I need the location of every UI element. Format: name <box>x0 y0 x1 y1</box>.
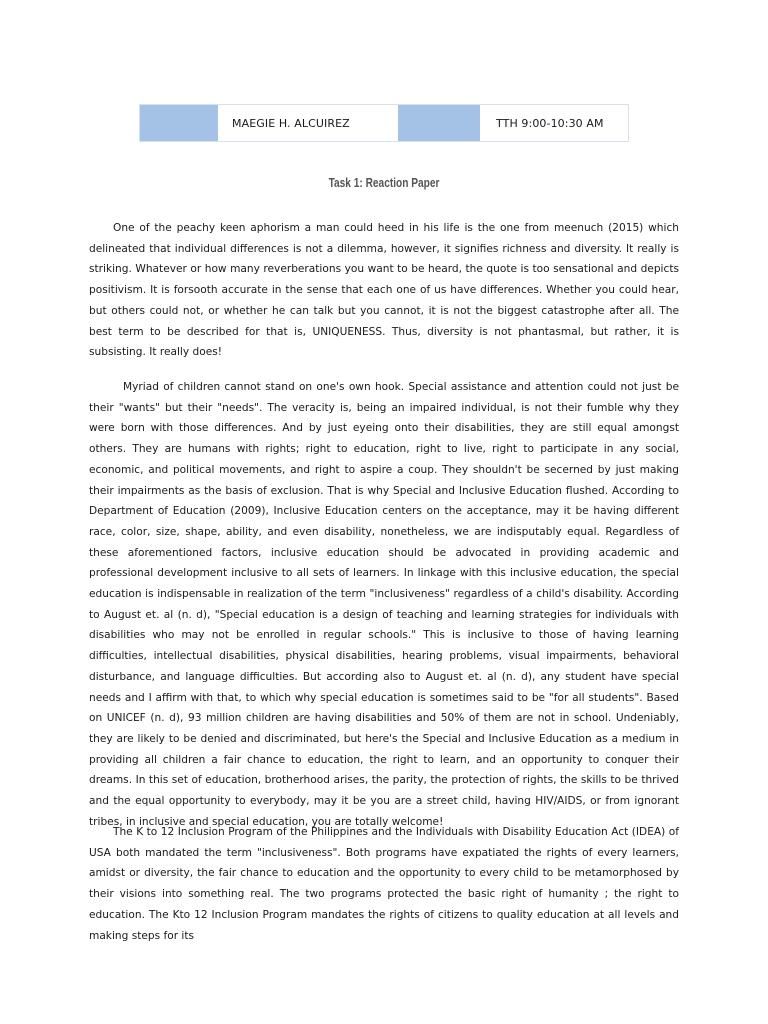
paragraph-1 <box>89 218 679 363</box>
student-name: MAEGIE H. ALCUIREZ <box>218 105 398 141</box>
header-color-cell-left <box>140 105 218 141</box>
paragraph-2 <box>89 377 679 832</box>
paragraph-1-text: One of the peachy keen aphorism a man could heed in his life is the one from meenuch (2015) which delineated that individual differences is not a dilemma, however, it signifies richness and diversity. It really is striking. Whatever or how many reverberations you want to be heard, the quote is too sensational and depicts positivism. It is forsooth accurate in the sense that each one of us have differences. Whether you could hear, but others could not, or whether he can talk but you cannot, it is not the biggest catastrophe after all. The best term to be described for that is, UNIQUENESS. Thus, diversity is not phantasmal, but rather, it is subsisting. It really does! <box>89 222 679 359</box>
page-title: Task 1: Reaction Paper <box>328 175 440 190</box>
paragraph-3 <box>89 822 679 946</box>
header-table <box>139 104 629 142</box>
header-color-cell-middle <box>398 105 480 141</box>
paragraph-3-text: The K to 12 Inclusion Program of the Philippines and the Individuals with Disability Education Act (IDEA) of USA both mandated the term "inclusiveness". Both programs have expatiated the rights of every learners, amidst or diversity, the fair chance to education and the opportunity to every child to be metamorphosed by their visions into something real. The two programs protected the basic right of humanity ; the right to education. The Kto 12 Inclusion Program mandates the rights of citizens to quality education at all levels and making steps for its <box>89 826 679 942</box>
paragraph-2-text: Myriad of children cannot stand on one's own hook. Special assistance and attention could not just be their "wants" but their "needs". The veracity is, being an impaired individual, is not their fumble why they were born with those differences. And by just eyeing onto their disabilities, they are still equal amongst others. They are humans with rights; right to education, right to live, right to participate in any social, economic, and political movements, and right to aspire a coup. They shouldn't be secerned by just making their impairments as the basis of exclusion. That is why Special and Inclusive Education flushed. According to Department of Education (2009), Inclusive Education centers on the acceptance, may it be having different race, color, size, shape, ability, and even disability, nonetheless, we are indisputably equal. Regardless of these aforementioned factors, inclusive education should be advocated in providing academic and professional development inclusive to all sets of learners. In linkage with this inclusive education, the special education is indispensable in realization of the term "inclusiveness" regardless of a child's disability. According to August et. al (n. d), "Special education is a design of teaching and learning strategies for individuals with disabilities who may not be enrolled in regular schools." This is inclusive to those of having learning difficulties, intellectual disabilities, physical disabilities, hearing problems, visual impairments, behavioral disturbance, and language difficulties. But according also to August et. al (n. d), any student have special needs and I affirm with that, to which why special education is sometimes said to be "for all students". Based on UNICEF (n. d), 93 million children are having disabilities and 50% of them are not in school. Undeniably, they are likely to be denied and discriminated, but here's the Special and Inclusive Education as a medium in providing all children a fair chance to education, the right to learn, and an opportunity to conquer their dreams. In this set of education, brotherhood arises, the parity, the protection of rights, the skills to be thrived and the equal opportunity to everybody, may it be you are a street child, having HIV/AIDS, or from ignorant tribes, in inclusive and special education, you are totally welcome! <box>89 381 679 828</box>
class-schedule: TTH 9:00-10:30 AM <box>480 105 628 141</box>
